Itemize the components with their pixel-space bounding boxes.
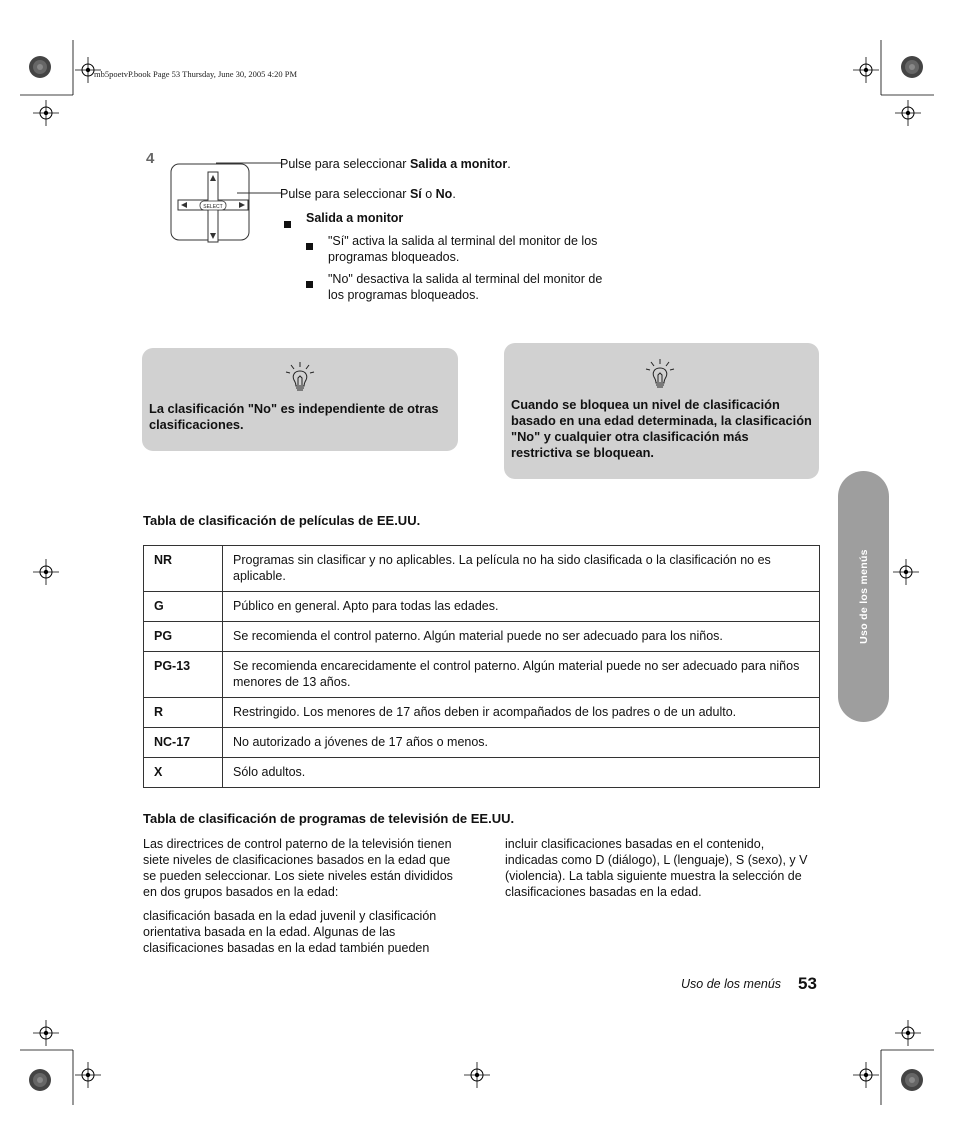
rating-description: No autorizado a jóvenes de 17 años o menos.	[223, 728, 820, 758]
table-row	[144, 546, 820, 592]
rating-code: X	[144, 758, 223, 788]
footer-section-label: Uso de los menús	[681, 977, 782, 991]
rating-code: R	[144, 698, 223, 728]
tip-box	[142, 348, 458, 451]
rating-code: G	[144, 592, 223, 622]
rating-code: PG-13	[144, 652, 223, 698]
table-row	[144, 592, 820, 622]
tv-paragraph: clasificación basada en la edad juvenil y clasificación orientativa basada en la edad. Algunas de las clasificaciones basadas en la edad también pueden	[143, 909, 437, 955]
tv-paragraph: Las directrices de control paterno de la televisión tienen siete niveles de clasificaciones basados en la edad que se pueden seleccionar. Los siete niveles están divididos en dos grupos basados en la edad:	[143, 837, 453, 899]
sub-bullet-square-icon	[306, 275, 313, 293]
instruction-select-yes-no: Pulse para seleccionar Sí o No.	[280, 187, 456, 201]
rating-code: NR	[144, 546, 223, 592]
lightbulb-icon	[283, 360, 317, 392]
movie-table-title: Tabla de clasificación de películas de EE.UU.	[143, 513, 421, 528]
rating-description: Programas sin clasificar y no aplicables. La película no ha sido clasificada o la clasificación no es aplicable.	[223, 546, 820, 592]
side-tab-label: Uso de los menús	[857, 549, 870, 644]
rating-description: Se recomienda encarecidamente el control paterno. Algún material puede no ser adecuado para niños menores de 13 años.	[223, 652, 820, 698]
tv-paragraph: incluir clasificaciones basadas en el contenido, indicadas como D (diálogo), L (lenguaje), S (sexo), y V (violencia). La tabla siguiente muestra la selección de clasificaciones basadas en la edad.	[505, 837, 808, 899]
table-row	[144, 758, 820, 788]
rating-description: Público en general. Apto para todas las edades.	[223, 592, 820, 622]
sub-bullet-square-icon	[306, 237, 313, 255]
tip-text: La clasificación "No" es independiente de otras clasificaciones.	[149, 401, 439, 432]
instruction-select-monitor: Pulse para seleccionar Salida a monitor.	[280, 157, 511, 171]
side-section-tab	[838, 471, 889, 722]
table-row	[144, 652, 820, 698]
sub-bullet-yes: "Sí" activa la salida al terminal del monitor de los programas bloqueados.	[328, 234, 598, 264]
bullet-title: Salida a monitor	[306, 211, 404, 225]
bullet-square-icon	[284, 215, 291, 233]
tip-text: Cuando se bloquea un nivel de clasificación basado en una edad determinada, la clasificación "No" y cualquier otra clasificación más restrictiva se bloquean.	[511, 397, 812, 460]
table-row	[144, 698, 820, 728]
rating-description: Sólo adultos.	[223, 758, 820, 788]
lightbulb-icon	[643, 357, 677, 389]
rating-description: Se recomienda el control paterno. Algún material puede no ser adecuado para los niños.	[223, 622, 820, 652]
tv-section-title: Tabla de clasificación de programas de televisión de EE.UU.	[143, 811, 515, 826]
rating-code: PG	[144, 622, 223, 652]
svg-text:SELECT: SELECT	[203, 204, 223, 210]
rating-code: NC-17	[144, 728, 223, 758]
remote-dpad-diagram	[170, 162, 285, 247]
print-header: mb5poetvP.book Page 53 Thursday, June 30, 2005 4:20 PM	[94, 69, 298, 79]
page-number: 53	[798, 974, 817, 993]
rating-description: Restringido. Los menores de 17 años deben ir acompañados de los padres o de un adulto.	[223, 698, 820, 728]
sub-bullet-no: "No" desactiva la salida al terminal del monitor de los programas bloqueados.	[328, 272, 603, 302]
table-row	[144, 622, 820, 652]
tip-box	[504, 343, 819, 479]
step-number: 4	[146, 150, 155, 167]
movie-ratings-table	[143, 545, 820, 788]
table-row	[144, 728, 820, 758]
